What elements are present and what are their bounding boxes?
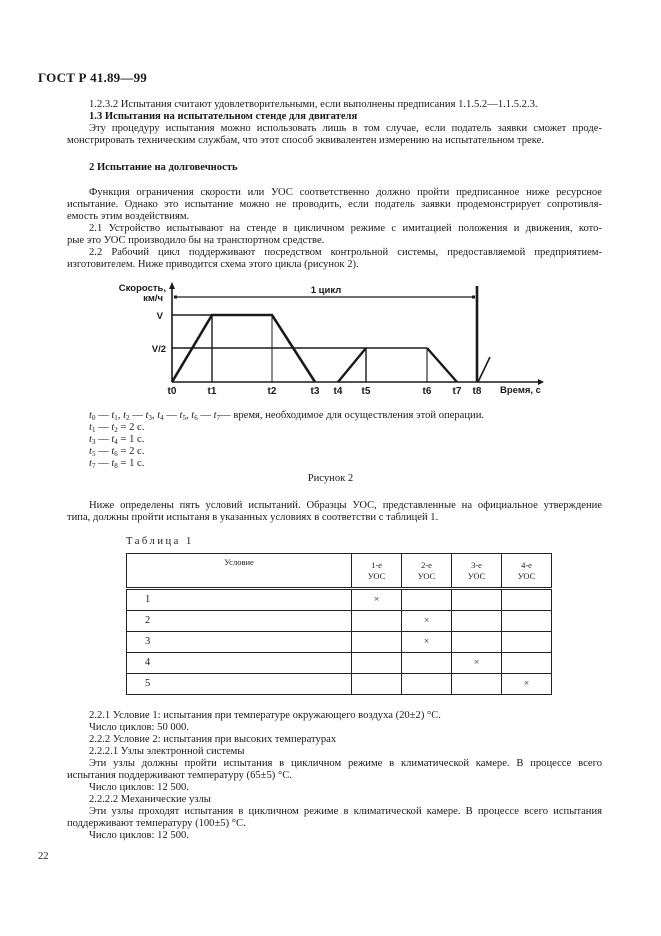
note-t5-t6: $t_5$ — $t_6 = 2$ с. [89,446,145,458]
heading-1-3: 1.3 Испытания на испытательном стенде для двигателя [89,111,358,122]
electronic-units-line1: Эти узлы должны пройти испытания в цикличном режиме в климатической камере. В процессе всего [89,758,602,769]
tick-t6: t6 [422,386,432,397]
cell-mark [452,589,502,611]
cell-mark: × [352,589,402,611]
table-header-row [127,554,552,589]
header-uos-3: 3-е УОС [452,554,502,589]
cell-condition: 3 [127,632,352,653]
cell-mark [502,611,552,632]
mechanical-units-line1: Эти узлы проходят испытания в цикличном режиме в климатической камере. В процессе всего испытания [89,806,602,817]
cell-mark [352,674,402,695]
cell-mark: × [502,674,552,695]
table-intro-line1: Ниже определены пять условий испытаний. Образцы УОС, представленные на официальное утверждение [89,500,602,511]
paragraph-2-line1: Функция ограничения скорости или УОС соответственно должно пройти предписанное ниже ресурсное [89,187,602,198]
cell-mark [402,653,452,674]
x-axis-label: Время, с [500,385,541,396]
cell-mark [502,653,552,674]
table-row [127,674,552,695]
page-header: ГОСТ Р 41.89—99 [38,70,147,85]
paragraph-2-2-line2: изготовителем. Ниже приводится схема этого цикла (рисунок 2). [67,259,359,270]
y-axis-unit: км/ч [143,293,163,304]
note-t3-t4: $t_3$ — $t_4 = 1$ с. [89,434,145,446]
header-uos-1: 1-е УОС [352,554,402,589]
cycles-condition-1: Число циклов: 50 000. [89,722,189,733]
cell-mark [452,632,502,653]
cycle-label: 1 цикл [310,285,342,296]
paragraph-1-3-line1: Эту процедуру испытания можно использовать лишь в том случае, если податель заявки сможет продe- [89,123,602,134]
table-row [127,611,552,632]
condition-2-2-2: 2.2.2 Условие 2: испытания при высоких температурах [89,734,337,745]
header-condition: Условие [127,554,352,589]
table-row [127,589,552,611]
condition-2-2-1: 2.2.1 Условие 1: испытания при температуре окружающего воздуха (20±2) °С. [89,710,441,721]
cell-mark [352,632,402,653]
cell-mark [502,589,552,611]
cell-mark: × [402,611,452,632]
note-t1-t2: $t_1$ — $t_2 = 2$ с. [89,422,145,434]
paragraph-1-2-3-2: 1.2.3.2 Испытания считают удовлетворительными, если выполнены предписания 1.1.5.2—1.1.5.2.3. [89,99,538,110]
table-row [127,632,552,653]
paragraph-2-2-line1: 2.2 Рабочий цикл поддерживают посредством контрольной системы, предоставляемой предприятием- [89,247,602,258]
tick-t1: t1 [207,386,217,397]
tick-t3: t3 [310,386,320,397]
speed-profile-3 [427,348,457,382]
page-number: 22 [38,851,49,862]
mechanical-units-line2: поддерживают температуру (100±5) °С. [67,818,246,829]
paragraph-2-line2: испытание. Однако это испытание можно не проводить, если податель заявки продемонстрирует сопротивля- [67,199,602,210]
tick-t2: t2 [267,386,277,397]
cell-mark [502,632,552,653]
cell-condition: 4 [127,653,352,674]
level-v-label: V [156,311,163,322]
condition-2-2-2-1: 2.2.2.1 Узлы электронной системы [89,746,245,757]
cell-mark: × [452,653,502,674]
y-axis-label: Скорость, [118,283,166,294]
speed-profile-next [478,357,490,382]
cell-mark [352,611,402,632]
electronic-units-line2: испытания поддерживают температуру (65±5) °С. [67,770,292,781]
cell-mark [452,611,502,632]
table-intro-line2: типа, должны пройти испытаня в указанных условиях в соответстви с таблицей 1. [67,512,439,523]
paragraph-1-3-line2: монстрировать техническим службам, что этот способ эквивалентен измерению на испытательном треке. [67,135,544,146]
y-axis-arrow-icon [169,282,175,289]
cycle-diagram [0,0,661,410]
tick-t8: t8 [472,386,482,397]
tick-t0: t0 [167,386,177,397]
cell-condition: 5 [127,674,352,695]
condition-2-2-2-2: 2.2.2.2 Механические узлы [89,794,211,805]
cell-condition: 2 [127,611,352,632]
heading-2: 2 Испытание на долговечность [89,162,238,173]
table-title: Таблица 1 [126,536,194,547]
note-operations: $t_0$ — $t_1$, $t_2$ — $t_3$, $t_4$ — $t_5$, $t_6$ — $t_7—$ время, необходимое для осуществления этой операции. [89,410,485,422]
tick-t4: t4 [333,386,343,397]
cell-condition: 1 [127,589,352,611]
tick-t7: t7 [452,386,462,397]
paragraph-2-1-line1: 2.1 Устройство испытывают на стенде в цикличном режиме с имитацией положения и движения, кото- [89,223,602,234]
note-t7-t8: $t_7$ — $t_8 = 1$ с. [89,458,145,470]
cell-mark [452,674,502,695]
conditions-table [126,553,552,695]
figure-caption: Рисунок 2 [307,473,354,484]
header-uos-4: 4-е УОС [502,554,552,589]
cell-mark [402,674,452,695]
speed-profile-2 [338,348,366,382]
header-uos-2: 2-е УОС [402,554,452,589]
table-row [127,653,552,674]
cycles-mechanical: Число циклов: 12 500. [89,830,189,841]
cycles-electronic: Число циклов: 12 500. [89,782,189,793]
tick-t5: t5 [361,386,371,397]
cell-mark: × [402,632,452,653]
paragraph-2-line3: емость этим воздействиям. [67,211,190,222]
cell-mark [402,589,452,611]
cell-mark [352,653,402,674]
level-v2-label: V/2 [151,344,166,355]
paragraph-2-1-line2: рые это УОС производило бы на транспортном средстве. [67,235,325,246]
